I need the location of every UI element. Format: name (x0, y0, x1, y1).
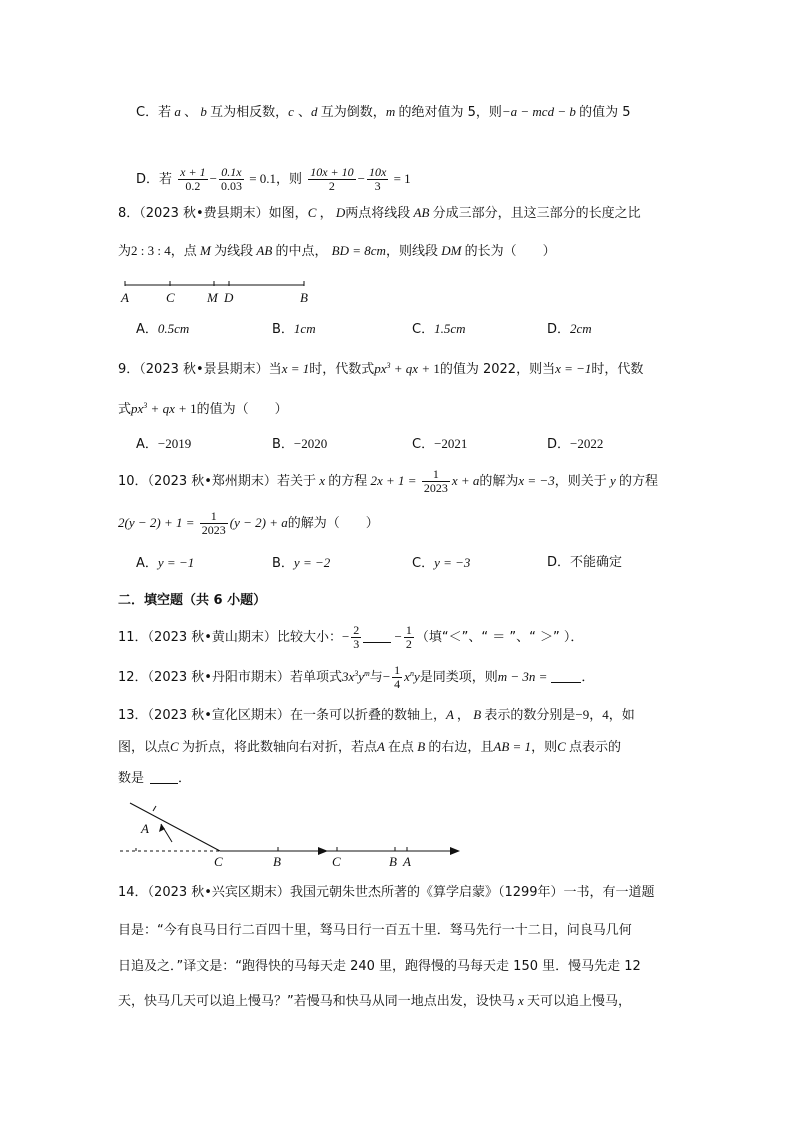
q14-line-3: 日追及之．”译文是：“跑得快的马每天走 240 里，跑得慢的马每天走 150 里．慢马先走 12 (118, 959, 641, 974)
q9-option-a[interactable]: A．−2019 (136, 436, 192, 452)
label-b: B (389, 854, 397, 869)
q8-option-c[interactable]: C．1.5cm (412, 321, 466, 337)
fraction: $\frac{x + 1}{0.2}$ (180, 165, 206, 193)
label-c: C (332, 854, 341, 869)
q14-line-2: 目是：“今有良马日行二百四十里，驽马日行一百五十里．驽马先行一十二日，问良马几何 (118, 923, 632, 938)
q9-option-b[interactable]: B．−2020 (272, 436, 328, 452)
label-b: B (300, 290, 308, 305)
label-m: M (207, 290, 218, 305)
segment-figure (116, 278, 326, 308)
q8-line-1: 8．（2023 秋•费县期末）如图，C ， D两点将线段 AB 分成三部分，且这三部分的长度之比 (118, 205, 641, 221)
fraction: $\frac{1}{2}$ (405, 623, 412, 651)
q14-line-4: 天，快马几天可以追上慢马？”若慢马和快马从同一地点出发，设快马 x 天可以追上慢马， (118, 993, 632, 1009)
fraction: $\frac{1}{4}$ (394, 663, 401, 691)
label-c: C (166, 290, 175, 305)
fraction: $\frac{0.1x}{0.03}$ (220, 165, 242, 193)
fraction: $\frac{1}{2023}$ (201, 509, 226, 537)
q11-line: 11．（2023 秋•黄山期末）比较大小：− $\frac{2}{3}$ − $\frac{1}{2}$ （填“＜”、“ ＝ ”、“ ＞” ）． (118, 623, 584, 651)
label-c: C (214, 854, 223, 869)
fraction: $\frac{10x + 10}{2}$ (310, 165, 354, 193)
label-a: A (121, 290, 129, 305)
answer-blank[interactable] (551, 670, 581, 683)
fraction: $\frac{2}{3}$ (353, 623, 360, 651)
q9-line-1: 9．（2023 秋•景县期末）当x = 1时，代数式$px^3$ + qx + 1的值为 2022，则当x = −1时，代数 (118, 361, 644, 377)
q9-line-2: 式$px^3$ + qx + 1的值为（ ） (118, 401, 288, 417)
q10-line-2: 2(y − 2) + 1 = $\frac{1}{2023}$ (y − 2) + a的解为（ ） (118, 509, 379, 537)
q7-option-c: C．若 a 、 b 互为相反数，c 、d 互为倒数，m 的绝对值为 5，则−a − mcd − b 的值为 5 (136, 104, 631, 120)
q10-option-d[interactable]: D．不能确定 (547, 555, 623, 570)
answer-blank[interactable] (363, 630, 391, 643)
label-b: B (273, 854, 281, 869)
fraction: $\frac{10x}{3}$ (368, 165, 387, 193)
q14-line-1: 14．（2023 秋•兴宾区期末）我国元朝朱世杰所著的《算学启蒙》（1299年）一书，有一道题 (118, 885, 655, 900)
label-a: A (403, 854, 411, 869)
q9-option-c[interactable]: C．−2021 (412, 436, 468, 452)
q9-option-d[interactable]: D．−2022 (547, 436, 604, 452)
q13-line-2: 图，以点C 为折点，将此数轴向右对折，若点A 在点 B 的右边，且AB = 1，则C 点表示的 (118, 739, 622, 755)
q10-option-b[interactable]: B．y = −2 (272, 555, 331, 571)
q8-option-a[interactable]: A．0.5cm (136, 321, 190, 337)
q12-line: 12．（2023 秋•丹阳市期末）若单项式$3x^3y^m$与− $\frac{1}{4}$ $x^ny$是同类项，则m − 3n = ． (118, 663, 595, 691)
folding-number-line-figure (116, 796, 466, 870)
label-d: D (224, 290, 234, 305)
q7-option-d: D．若 $\frac{x + 1}{0.2}$ − $\frac{0.1x}{0.03}$ = 0.1，则 $\frac{10x + 10}{2}$ − $\frac{10x}{3}$ = 1 (136, 165, 411, 193)
q10-option-c[interactable]: C．y = −3 (412, 555, 471, 571)
q8-option-b[interactable]: B．1cm (272, 321, 316, 337)
section-heading: 二．填空题（共 6 小题） (118, 593, 267, 608)
label-a: A (141, 821, 149, 836)
q13-line-1: 13．（2023 秋•宣化区期末）在一条可以折叠的数轴上，A ， B 表示的数分别是−9，4，如 (118, 707, 635, 723)
answer-blank[interactable] (150, 771, 178, 784)
q10-line-1: 10．（2023 秋•郑州期末）若关于 x 的方程 2x + 1 = $\frac{1}{2023}$ x + a的解为x = −3，则关于 y 的方程 (118, 467, 659, 495)
q10-option-a[interactable]: A．y = −1 (136, 555, 195, 571)
fraction: $\frac{1}{2023}$ (423, 467, 448, 495)
q8-line-2: 为2 : 3 : 4，点 M 为线段 AB 的中点， BD = 8cm，则线段 DM 的长为（ ） (118, 243, 556, 259)
q13-line-3: 数是 ． (118, 771, 192, 786)
q8-option-d[interactable]: D．2cm (547, 321, 592, 337)
